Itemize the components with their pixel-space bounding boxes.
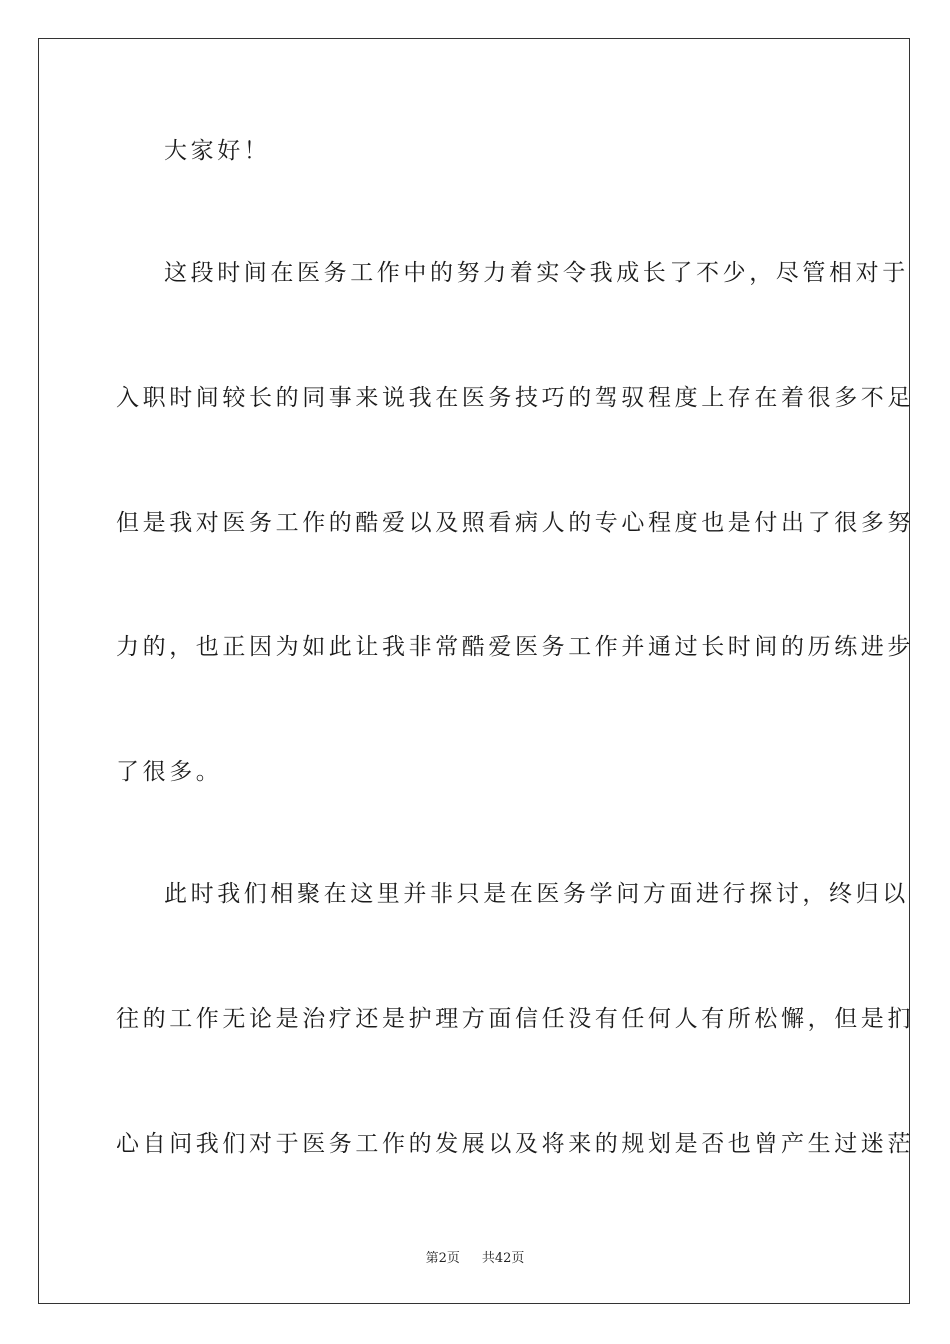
greeting-line: 大家好！ [164,138,271,164]
paragraph-1-line-1: 这段时间在医务工作中的努力着实令我成长了不少，尽管相对于 [164,260,909,286]
paragraph-1-line-3: 但是我对医务工作的酷爱以及照看病人的专心程度也是付出了很多努 [116,510,914,536]
paragraph-2-line-2: 往的工作无论是治疗还是护理方面信任没有任何人有所松懈，但是扪 [116,1006,914,1032]
page-footer [0,1247,950,1266]
paragraph-1-line-4: 力的，也正因为如此让我非常酷爱医务工作并通过长时间的历练进步 [116,634,914,660]
paragraph-2-line-1: 此时我们相聚在这里并非只是在医务学问方面进行探讨，终归以 [164,881,909,907]
page-total: 共42页 [481,1251,525,1266]
paragraph-2-line-3: 心自问我们对于医务工作的发展以及将来的规划是否也曾产生过迷茫 [116,1131,914,1157]
page-number: 第2页 [425,1251,460,1266]
paragraph-1-line-5: 了很多。 [116,759,223,785]
paragraph-1-line-2: 入职时间较长的同事来说我在医务技巧的驾驭程度上存在着很多不足 [116,385,914,411]
page-border [38,38,914,1304]
